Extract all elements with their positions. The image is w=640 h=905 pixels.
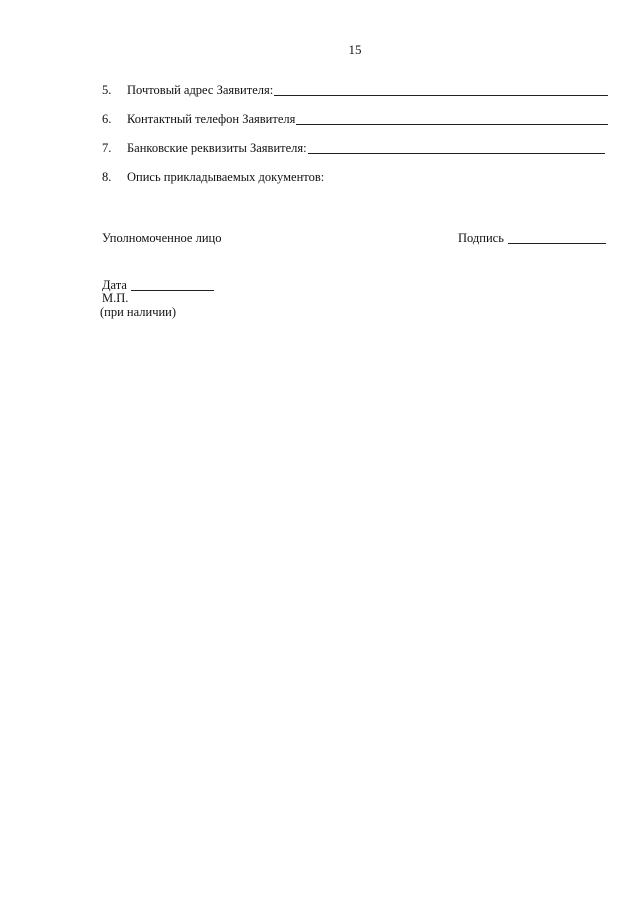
item-label: Почтовый адрес Заявителя: [127, 83, 274, 97]
item-number: 8. [102, 170, 112, 184]
item-document-inventory [102, 168, 402, 186]
stamp-label: М.П. [102, 291, 129, 305]
item-bank-details [102, 139, 605, 157]
item-contact-phone [102, 110, 608, 128]
postal-address-blank-line[interactable] [274, 81, 608, 96]
stamp-note: (при наличии) [100, 305, 177, 319]
item-postal-address [102, 81, 608, 99]
signature-blank-line[interactable] [508, 229, 606, 244]
signature-field [458, 229, 606, 247]
item-label: Контактный телефон Заявителя [127, 112, 296, 126]
date-blank-line[interactable] [131, 276, 214, 291]
bank-details-blank-line[interactable] [308, 139, 605, 154]
item-number: 7. [102, 141, 112, 155]
date-label: Дата [102, 278, 127, 292]
item-number: 5. [102, 83, 112, 97]
item-number: 6. [102, 112, 112, 126]
contact-phone-blank-line[interactable] [296, 110, 608, 125]
item-label: Опись прикладываемых документов: [127, 170, 325, 184]
authorized-person-label: Уполномоченное лицо [102, 231, 222, 245]
signature-label: Подпись [458, 231, 504, 245]
item-label: Банковские реквизиты Заявителя: [127, 141, 307, 155]
page-number: 15 [348, 42, 362, 57]
